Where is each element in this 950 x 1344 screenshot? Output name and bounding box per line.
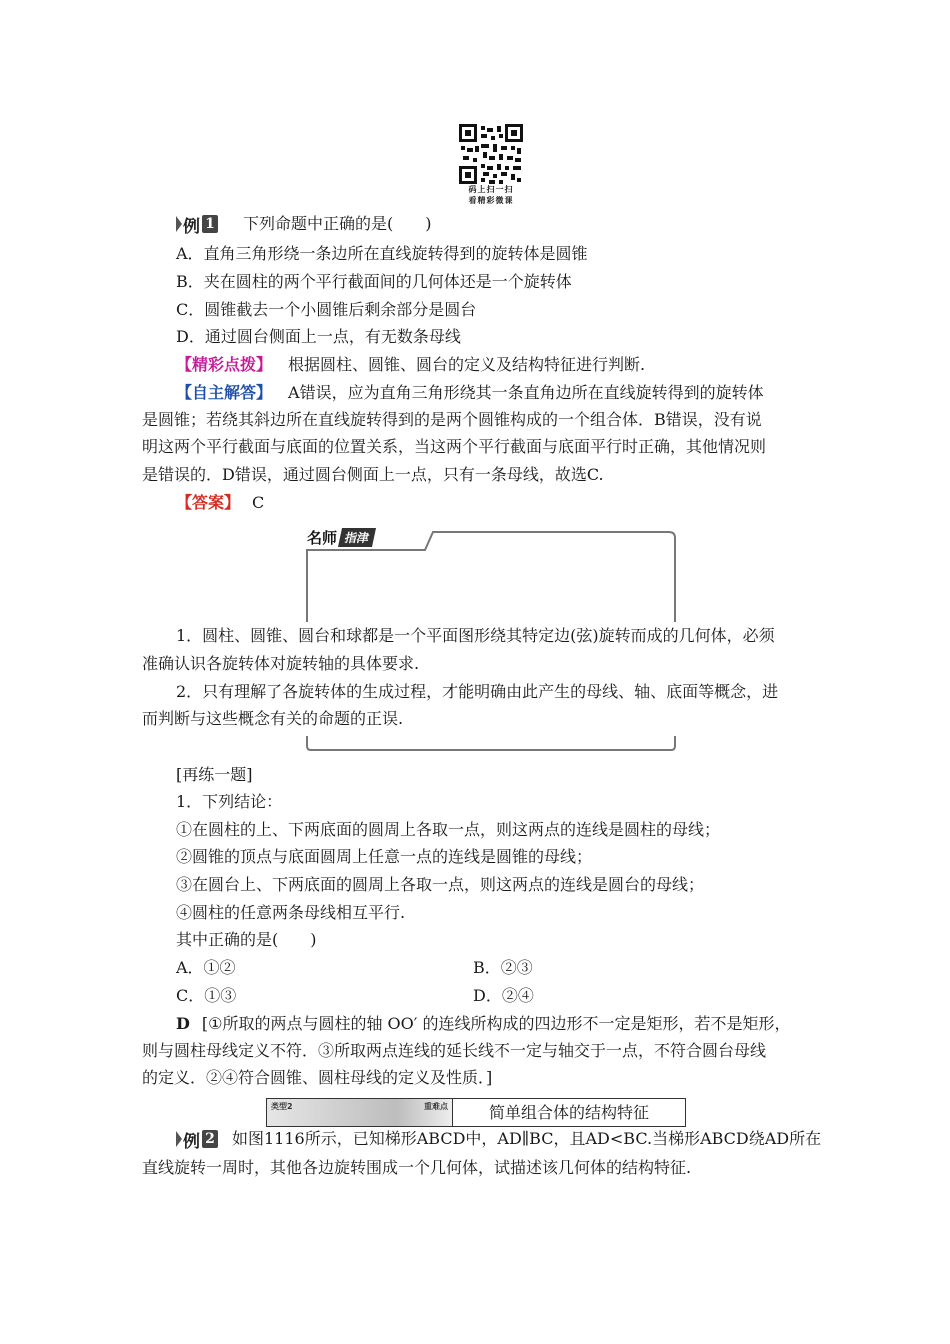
example-1-option-a: A．直角三角形绕一条边所在直线旋转得到的旋转体是圆锥 [176, 244, 588, 263]
practice-question: 其中正确的是( ) [176, 930, 317, 949]
teacher-box-bottom [305, 734, 677, 752]
solution-line-2: 是圆锥；若绕其斜边所在直线旋转得到的是两个圆锥构成的一个组合体．B错误，没有说 [142, 410, 762, 429]
example-1-option-d: D．通过圆台侧面上一点，有无数条母线 [176, 327, 461, 346]
example-number: 2 [202, 1130, 218, 1148]
triangle-marker-icon [176, 216, 182, 232]
practice-explanation-line-3: 的定义．②④符合圆锥、圆柱母线的定义及性质．] [142, 1068, 493, 1087]
example-word: 例 [183, 216, 200, 237]
teacher-box-header [307, 526, 374, 548]
practice-statement-3: ③在圆台上、下两底面的圆周上各取一点，则这两点的连线是圆台的母线； [176, 875, 705, 894]
teacher-line-1: 1．圆柱、圆锥、圆台和球都是一个平面图形绕其特定边(弦)旋转而成的几何体，必须 [176, 626, 775, 645]
triangle-marker-icon [176, 1131, 182, 1147]
teacher-box-title: 名师 [307, 528, 338, 547]
teacher-box-badge: 指津 [338, 528, 376, 547]
type-section-title: 简单组合体的结构特征 [488, 1103, 649, 1122]
practice-explanation-line-2: 则与圆柱母线定义不符．③所取两点连线的延长线不一定与轴交于一点，不符合圆台母线 [142, 1041, 767, 1060]
practice-intro: 1．下列结论： [176, 792, 283, 811]
answer-row [176, 493, 264, 513]
example-1-option-b: B．夹在圆柱的两个平行截面间的几何体还是一个旋转体 [176, 272, 572, 291]
qr-caption-line1: 码上扫一扫 [468, 184, 514, 194]
solution-line-4: 是错误的．D错误，通过圆台侧面上一点，只有一条母线，故选C. [142, 465, 604, 484]
example-1-option-c: C．圆锥截去一个小圆锥后剩余部分是圆台 [176, 300, 477, 319]
solution-row-1 [176, 383, 764, 403]
practice-explanation-line-1: [①所取的两点与圆柱的轴 OO′ 的连线所构成的四边形不一定是矩形，若不是矩形， [201, 1014, 791, 1033]
practice-option-d: D．②④ [473, 986, 534, 1005]
solution-line-1: A错误，应为直角三角形绕其一条直角边所在直线旋转得到的旋转体 [288, 383, 764, 402]
practice-option-c: C．①③ [176, 986, 237, 1005]
practice-explanation-row-1 [176, 1014, 791, 1034]
practice-statement-2: ②圆锥的顶点与底面圆周上任意一点的连线是圆锥的母线； [176, 847, 593, 866]
practice-answer-letter: D [176, 1014, 190, 1033]
example-2-tag [176, 1129, 218, 1152]
type-section-bar [266, 1098, 686, 1127]
example-2-line-1: 如图1116所示，已知梯形ABCD中，AD∥BC，且AD<BC.当梯形ABCD绕AD所在 [232, 1129, 822, 1148]
teacher-line-2: 准确认识各旋转体对旋转轴的具体要求. [142, 654, 420, 673]
hint-label: 【精彩点拨】 [176, 355, 273, 374]
answer-text: C [252, 493, 265, 512]
answer-label: 【答案】 [176, 493, 241, 512]
practice-option-b: B．②③ [473, 958, 533, 977]
hint-row [176, 355, 645, 375]
solution-line-3: 明这两个平行截面与底面的位置关系，当这两个平行截面与底面平行时正确，其他情况则 [142, 437, 767, 456]
practice-statement-1: ①在圆柱的上、下两底面的圆周上各取一点，则这两点的连线是圆柱的母线； [176, 820, 721, 839]
type-label-right: 重难点 [424, 1102, 448, 1111]
qr-code-icon[interactable] [459, 124, 523, 184]
type-label: 类型2 [271, 1102, 293, 1111]
hint-text: 根据圆柱、圆锥、圆台的定义及结构特征进行判断. [288, 355, 646, 374]
qr-caption-line2: 看精彩微课 [468, 195, 514, 205]
example-2-line-2: 直线旋转一周时，其他各边旋转围成一个几何体，试描述该几何体的结构特征. [142, 1158, 692, 1177]
teacher-line-3: 2．只有理解了各旋转体的生成过程，才能明确由此产生的母线、轴、底面等概念，进 [176, 682, 779, 701]
example-1-question: 下列命题中正确的是( ) [243, 214, 432, 233]
teacher-line-4: 而判断与这些概念有关的命题的正误. [142, 709, 404, 728]
example-number: 1 [202, 215, 218, 233]
solution-label: 【自主解答】 [176, 383, 273, 402]
practice-option-a: A．①② [176, 958, 236, 977]
practice-statement-4: ④圆柱的任意两条母线相互平行. [176, 903, 406, 922]
type-section-banner [267, 1099, 453, 1126]
example-1-tag [176, 214, 218, 237]
practice-heading: [再练一题] [176, 765, 253, 784]
example-word: 例 [183, 1131, 200, 1152]
